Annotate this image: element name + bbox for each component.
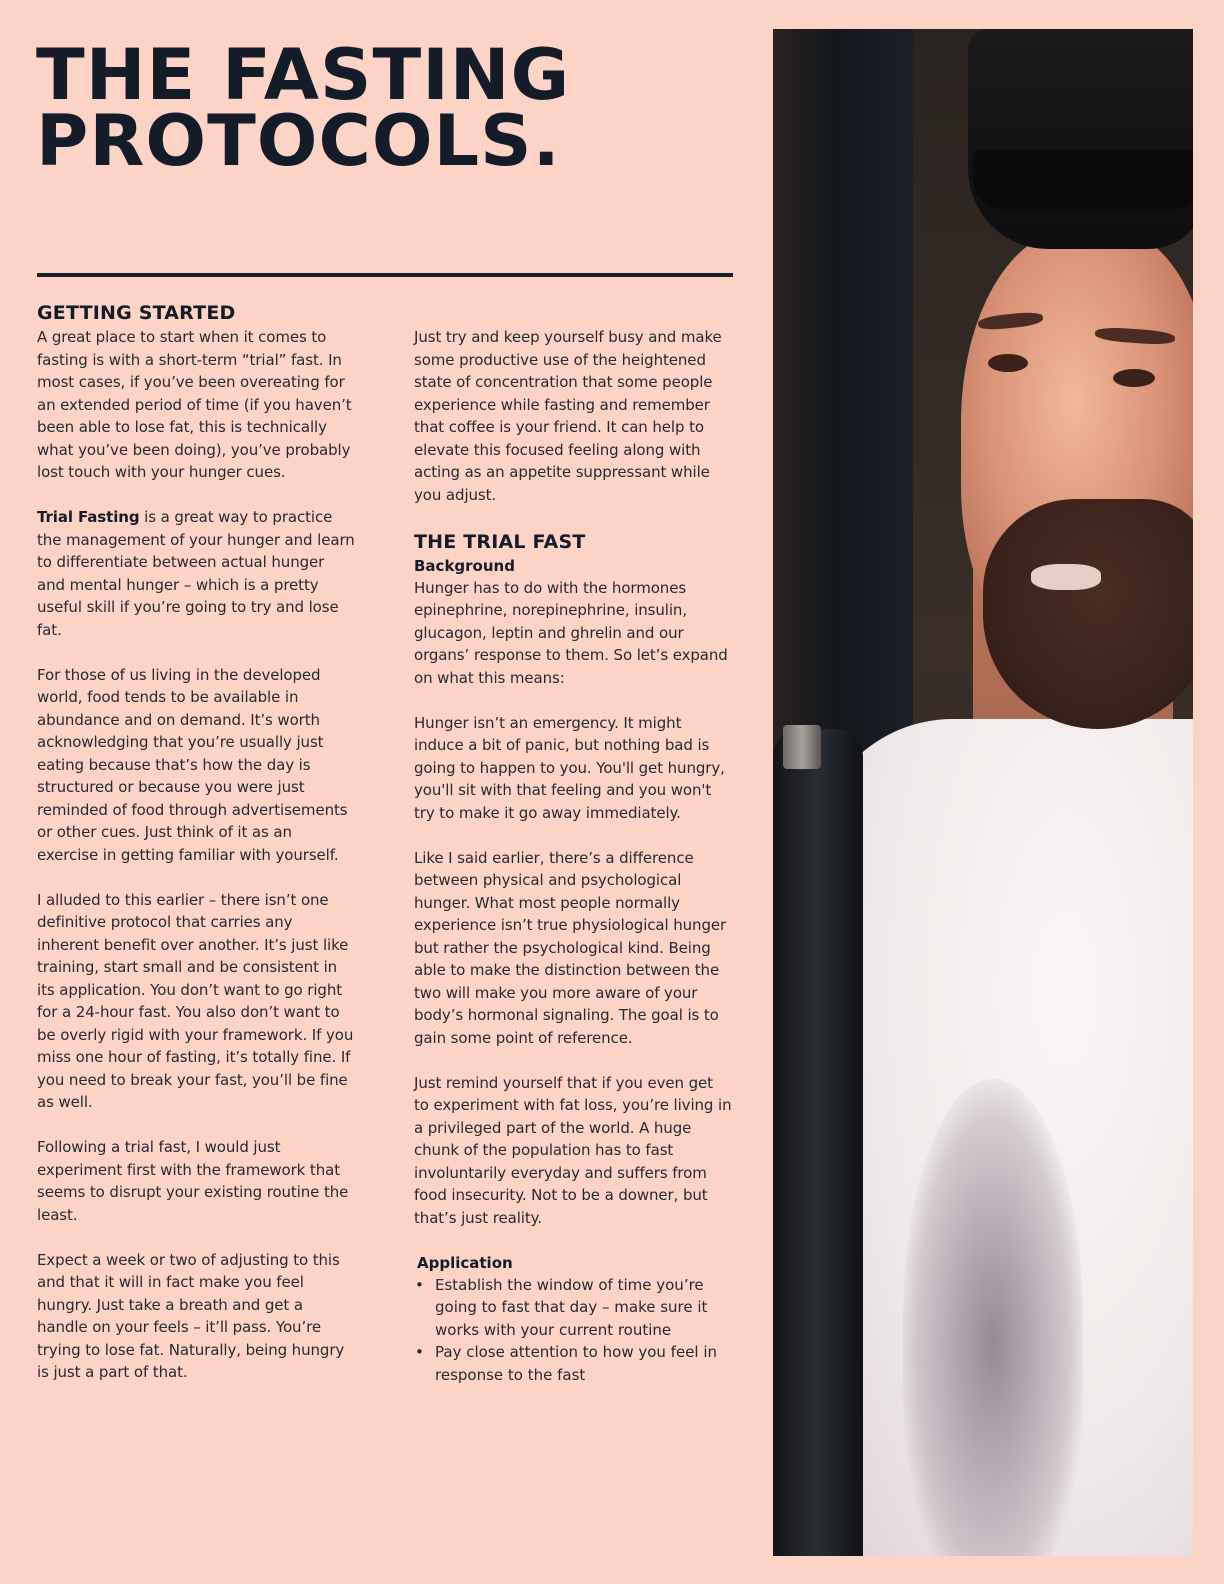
trial-fast-heading: THE TRIAL FAST [414,530,586,553]
list-item-text: Establish the window of time you’re going to fast that day – make sure it works with your current routine [435,1275,708,1339]
background-heading: Background [414,556,515,575]
application-heading: Application [417,1253,513,1272]
bullet-icon: • [415,1343,424,1361]
photo-eye-left [988,354,1028,372]
photo-water-bottle [773,729,863,1556]
getting-started-paragraph-2 [37,506,355,641]
getting-started-paragraph-4: I alluded to this earlier – there isn’t one definitive protocol that carries any inherent benefit over another. It’s just like training, start small and be consistent in its application. You don’t want to go right for a 24-hour fast. You also don’t want to be overly rigid with your framework. If you miss one hour of fasting, it’s totally fine. If you need to break your fast, you’ll be fine as well. [37,890,354,1111]
photo-mouth [1031,564,1101,590]
getting-started-paragraph-6: Expect a week or two of adjusting to this and that it will in fact make you feel hungry. Just take a breath and get a handle on your feels – it’ll pass. You’re trying to lose fat. Naturally, being hungry is just a part of that. [37,1250,345,1381]
right-column [414,326,732,1386]
photo-bottle-cap [783,725,821,769]
application-list [414,1274,732,1387]
left-column [37,300,355,1406]
photo-eye-right [1113,369,1155,387]
trial-fast-paragraph-4: Just remind yourself that if you even get to experiment with fat loss, you’re living in a privileged part of the world. A huge chunk of the population has to fast involuntarily everyday and suffers from food insecurity. Not to be a downer, but that’s just reality. [414,1073,732,1227]
getting-started-paragraph-2-rest: is a great way to practice the management of your hunger and learn to differentiate between actual hunger and mental hunger – which is a pretty useful skill if you’re going to try and lose fat. [37,508,355,639]
getting-started-paragraph-1: A great place to start when it comes to fasting is with a short-term “trial” fast. In most cases, if you’ve been overeating for an extended period of time (if you haven’t been able to lose fat, this is technically what you’ve been doing), you’ve probably lost touch with your hunger cues. [37,328,352,481]
photo-cap-band [973,149,1193,209]
title-line-2: PROTOCOLS. [36,100,561,182]
trial-fast-paragraph-3: Like I said earlier, there’s a difference between physical and psychological hunger. What most people normally experience isn’t true physiological hunger but rather the psychological kind. Being able to make the distinction between the two will make you more aware of your body’s hormonal signaling. The goal is to gain some point of reference. [414,848,727,1047]
list-item [415,1341,732,1386]
trial-fast-paragraph-2: Hunger isn’t an emergency. It might induce a bit of panic, but nothing bad is going to happen to you. You'll get hungry, you'll sit with that feeling and you won't try to make it go away immediately. [414,713,725,822]
getting-started-paragraph-7: Just try and keep yourself busy and make some productive use of the heightened state of concentration that some people experience while fasting and remember that coffee is your friend. It can help to elevate this focused feeling along with acting as an appetite suppressant while you adjust. [414,328,722,504]
photo-bottle-shadow [903,1079,1083,1556]
portrait-photo [773,29,1193,1556]
photo-baseball-cap [968,29,1193,249]
list-item [415,1274,732,1342]
bullet-icon: • [415,1275,424,1294]
getting-started-paragraph-3: For those of us living in the developed world, food tends to be available in abundance and on demand. It’s worth acknowledging that you’re usually just eating because that’s how the day is structured or because you were just reminded of food through advertisements or other cues. Just think of it as an exercise in getting familiar with yourself. [37,665,348,864]
title-line-1: THE FASTING [36,34,571,116]
getting-started-paragraph-5: Following a trial fast, I would just experiment first with the framework that seems to disrupt your existing routine the least. [37,1138,349,1224]
trial-fast-paragraph-1: Hunger has to do with the hormones epinephrine, norepinephrine, insulin, glucagon, leptin and ghrelin and our organs’ response to them. So let’s expand on what this means: [414,578,728,687]
divider-rule [37,273,733,277]
trial-fasting-bold: Trial Fasting [37,508,140,526]
list-item-text: Pay close attention to how you feel in response to the fast [435,1343,718,1384]
getting-started-heading: GETTING STARTED [37,302,236,324]
page-title [36,34,571,182]
